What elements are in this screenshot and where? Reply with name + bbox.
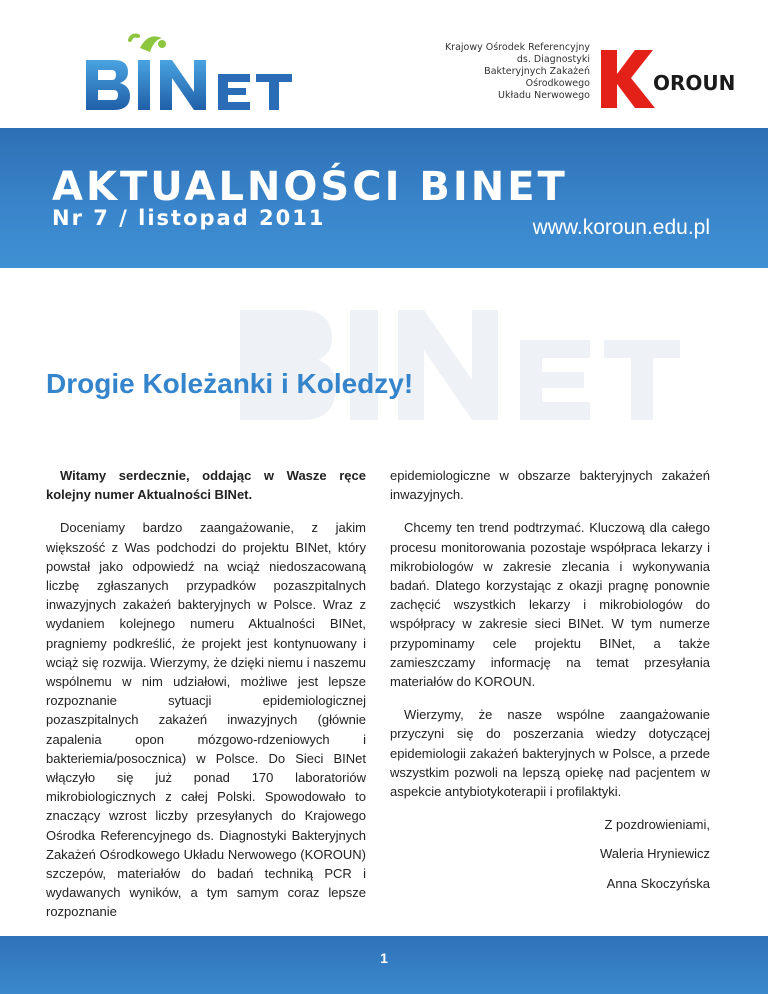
koroun-line: Układu Nerwowego bbox=[498, 90, 590, 101]
closing-line: Z pozdrowieniami, bbox=[604, 817, 710, 833]
koroun-line: Bakteryjnych Zakażeń bbox=[484, 66, 590, 77]
website-link[interactable]: www.koroun.edu.pl bbox=[532, 216, 710, 239]
article-column-left bbox=[46, 466, 366, 936]
koroun-logo bbox=[595, 42, 750, 112]
signature: Waleria Hryniewicz bbox=[599, 846, 710, 862]
signature: Anna Skoczyńska bbox=[606, 875, 710, 891]
issue-number: Nr 7 / listopad 2011 bbox=[52, 206, 326, 230]
page-number: 1 bbox=[380, 950, 388, 966]
article-heading: Drogie Koleżanki i Koledzy! bbox=[46, 368, 414, 399]
koroun-line: ds. Diagnostyki bbox=[516, 54, 590, 65]
newsletter-title: AKTUALNOŚCI BINET bbox=[52, 164, 568, 210]
svg-text:OROUN: OROUN bbox=[653, 71, 736, 95]
body-paragraph: epidemiologiczne w obszarze bakteryjnych zakażeń inwazyjnych. bbox=[390, 468, 710, 503]
title-banner bbox=[0, 128, 768, 268]
lead-paragraph: Witamy serdecznie, oddając w Wasze ręce kolejny numer Aktualności BINet. bbox=[46, 468, 366, 503]
koroun-line: Krajowy Ośrodek Referencyjny bbox=[444, 42, 590, 53]
body-paragraph: Doceniamy bardzo zaangażowanie, z jakim większość z Was podchodzi do projektu BINet, który powstał jako odpowiedź na wciąż niedoszacowaną liczbę zgłaszanych przypadków pozaszpitalnych inwazyjnych zakażeń bakteryjnych w Polsce. Wraz z wydaniem kolejnego numeru Aktualności BINet, pragniemy podkreślić, że projekt jest kontynuowany i wciąż się rozwija. Wierzymy, że dzięki niemu i naszemu wspólnemu w nim udziałowi, możliwe jest lepsze rozpoznanie sytuacji epidemiologicznej pozaszpitalnych zakażeń inwazyjnych (głównie zapalenia opon mózgowo-rdzeniowych i bakteriemia/posocznica) w Polsce. Do Sieci BINet włączyło się już ponad 170 laboratoriów mikrobiologicznych z całej Polski. Spowodowało to znaczący wzrost liczby przesyłanych do Krajowego Ośrodka Referencyjnego ds. Diagnostyki Bakteryjnych Zakażeń Ośrodkowego Układu Nerwowego (KOROUN) szczepów, materiałów do badań techniką PCR i wydawanych wyników, a tym samym coraz lepsze rozpoznanie bbox=[46, 520, 366, 920]
koroun-description bbox=[420, 42, 590, 102]
koroun-header bbox=[420, 42, 750, 112]
page-header bbox=[0, 0, 768, 128]
koroun-line: Ośrodkowego bbox=[525, 78, 590, 89]
page-footer bbox=[0, 936, 768, 994]
body-paragraph: Wierzymy, że nasze wspólne zaangażowanie przyczyni się do poszerzania wiedzy dotyczącej epidemiologii zakażeń bakteryjnych w Polsce, a przede wszystkim pozwoli na lepszą opiekę nad pacjentem w aspekcie antybiotykoterapii i profilaktyki. bbox=[390, 707, 710, 800]
article-column-right bbox=[390, 466, 710, 903]
body-paragraph: Chcemy ten trend podtrzymać. Kluczową dla całego procesu monitorowania pozostaje współpraca lekarzy i mikrobiologów w zakresie zlecania i wykonywania badań. Dlatego korzystając z okazji pragnę ponownie zachęcić wszystkich lekarzy i mikrobiologów do współpracy w zakresie sieci BINet. W tym numerze przypominamy cele projektu BINet, a także zamieszczamy informację na temat przesyłania materiałów do KOROUN. bbox=[390, 520, 710, 690]
binet-logo bbox=[70, 30, 310, 120]
binet-watermark bbox=[240, 290, 760, 440]
